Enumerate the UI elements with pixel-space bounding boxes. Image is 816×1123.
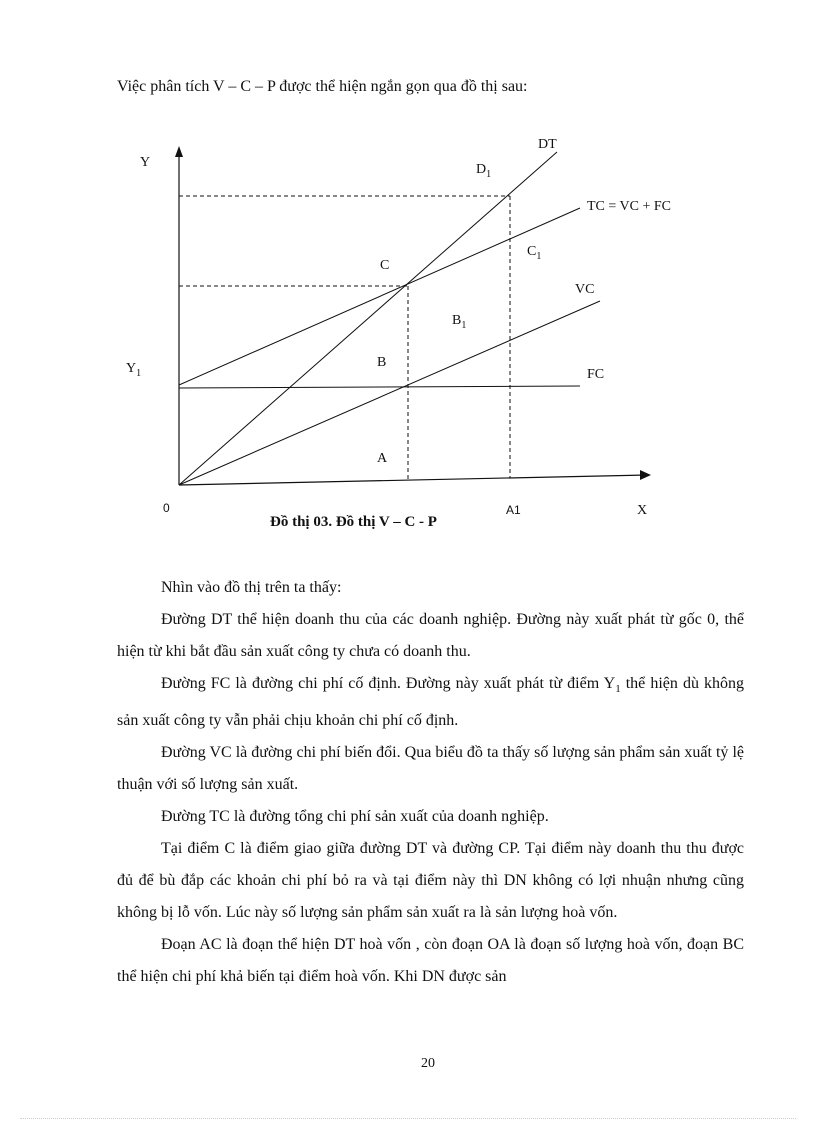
paragraph-dt: Đường DT thể hiện doanh thu của các doanh nghiệp. Đường này xuất phát từ gốc 0, thể hiện từ khi bắt đầu sản xuất công ty chưa có doanh thu. xyxy=(117,611,744,660)
lead-sentence: Nhìn vào đồ thị trên ta thấy: xyxy=(161,579,342,596)
paragraph-fc: Đường FC là đường chi phí cố định. Đường này xuất phát từ điểm $Y_1$ thể hiện dù không sản xuất công ty vẫn phải chịu khoản chi phí cố định. xyxy=(117,675,744,730)
x-axis-arrow xyxy=(640,470,651,480)
b-point-label: B xyxy=(377,355,387,370)
body-text xyxy=(117,572,744,993)
dt-label: DT xyxy=(538,137,557,152)
c-point-label: C xyxy=(380,258,390,273)
b1-label: $B_1$ xyxy=(452,313,467,331)
y-axis-label: Y xyxy=(140,155,151,170)
fc-label: FC xyxy=(587,367,605,382)
chart-caption: Đồ thị 03. Đồ thị V – C - P xyxy=(270,514,437,530)
tc-label: TC = VC + FC xyxy=(587,199,671,214)
paragraph-point-c: Tại điểm C là điểm giao giữa đường DT và đường CP. Tại điểm này doanh thu thu được đủ để bù đắp các khoản chi phí bỏ ra và tại điểm này thì DN không có lợi nhuận nhưng cũng không bị lỗ vốn. Lúc này số lượng sản phẩm sản xuất ra là sản lượng hoà vốn. xyxy=(117,840,744,922)
dt-line xyxy=(179,152,557,485)
a1-label: A1 xyxy=(506,503,521,517)
x-axis xyxy=(179,475,647,485)
paragraph-tc: Đường TC là đường tổng chi phí sản xuất của doanh nghiệp. xyxy=(161,808,549,826)
d1-label: $D_1$ xyxy=(476,162,492,180)
page-number: 20 xyxy=(421,1056,435,1071)
page-bottom-rule xyxy=(20,1118,796,1119)
vc-line xyxy=(179,301,600,485)
vc-label: VC xyxy=(575,282,595,297)
y1-label: $Y_1$ xyxy=(126,361,142,379)
c1-label: $C_1$ xyxy=(527,244,542,262)
origin-label: 0 xyxy=(163,501,170,515)
intro-sentence: Việc phân tích V – C – P được thể hiện ngắn gọn qua đồ thị sau: xyxy=(117,78,528,95)
a-point-label: A xyxy=(377,451,388,466)
fc-line xyxy=(179,386,580,388)
paragraph-segments: Đoạn AC là đoạn thể hiện DT hoà vốn , còn đoạn OA là đoạn số lượng hoà vốn, đoạn BC thể hiện chi phí khả biến tại điểm hoà vốn. Khi DN được sản xyxy=(117,936,744,986)
paragraph-vc: Đường VC là đường chi phí biến đổi. Qua biểu đồ ta thấy số lượng sản phẩm sản xuất tỷ lệ thuận với số lượng sản xuất. xyxy=(117,744,744,794)
vcp-graph xyxy=(110,128,710,538)
x-axis-label: X xyxy=(637,503,648,518)
y-axis-arrow xyxy=(175,146,183,157)
